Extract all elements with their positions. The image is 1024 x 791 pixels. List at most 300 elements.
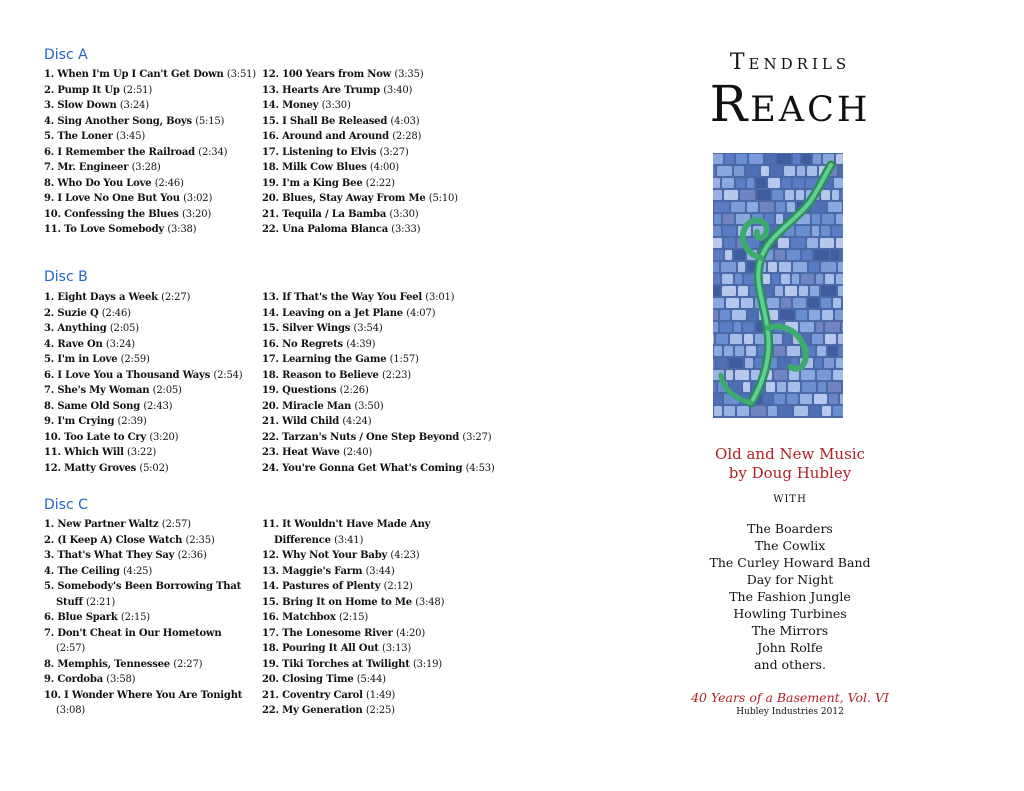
track-number: 19. xyxy=(262,385,279,396)
track-duration: (2:23) xyxy=(381,369,411,381)
track-duration: (3:50) xyxy=(354,400,384,412)
track-number: 18. xyxy=(262,643,279,654)
track-item xyxy=(262,83,458,99)
track-item xyxy=(44,610,242,626)
track-title: Tequila / La Bamba xyxy=(282,208,387,220)
disc-b-tracklist-right xyxy=(262,290,495,476)
track-item xyxy=(44,290,242,306)
track-title: To Love Somebody xyxy=(64,224,165,235)
track-title: When I'm Up I Can't Get Down xyxy=(57,69,224,80)
track-duration: (5:02) xyxy=(139,462,169,474)
track-duration: (3:40) xyxy=(383,84,413,96)
track-number: 16. xyxy=(262,612,279,623)
track-number: 9. xyxy=(44,416,55,427)
series-title: 40 Years of a Basement, Vol. VI xyxy=(691,690,889,705)
track-number: 22. xyxy=(262,431,279,443)
track-title: Same Old Song xyxy=(57,400,141,412)
track-title: Bring It on Home to Me xyxy=(282,596,412,608)
track-title: Silver Wings xyxy=(282,323,351,334)
track-duration: (2:15) xyxy=(338,612,369,623)
track-duration: (3:27) xyxy=(379,146,409,158)
track-item xyxy=(44,414,242,430)
track-number: 23. xyxy=(262,447,279,458)
track-item xyxy=(44,306,242,322)
track-duration: (2:27) xyxy=(161,292,191,303)
track-number: 1. xyxy=(44,519,55,530)
track-number: 6. xyxy=(44,369,55,381)
track-number: 8. xyxy=(44,177,55,189)
track-duration: (2:25) xyxy=(365,705,395,716)
track-duration: (3:38) xyxy=(167,224,197,235)
track-item xyxy=(44,368,242,384)
track-item xyxy=(262,352,495,368)
track-number: 1. xyxy=(44,292,55,303)
subtitle-line-1: Old and New Music xyxy=(715,445,865,463)
track-duration: (4:20) xyxy=(395,627,426,639)
track-item xyxy=(262,657,444,673)
track-title: Money xyxy=(282,100,319,111)
track-duration: (3:01) xyxy=(425,292,455,303)
track-number: 12. xyxy=(262,550,279,561)
track-title: The Loner xyxy=(57,131,113,142)
mosaic-tendril-artwork xyxy=(713,153,843,418)
track-number: 15. xyxy=(262,323,279,334)
track-item xyxy=(262,321,495,337)
track-item xyxy=(44,160,256,176)
track-title: Maggie's Farm xyxy=(282,565,363,577)
track-title: Eight Days a Week xyxy=(57,292,158,303)
track-duration: (2:34) xyxy=(198,146,228,158)
track-title: Blue Spark xyxy=(57,612,118,623)
track-title: Rave On xyxy=(57,338,103,350)
track-item xyxy=(262,160,458,176)
track-number: 2. xyxy=(44,534,55,546)
track-title: Memphis, Tennessee xyxy=(57,658,170,670)
track-duration: (5:44) xyxy=(356,674,386,685)
track-item xyxy=(44,399,242,415)
track-number: 3. xyxy=(44,323,55,334)
disc-a-tracklist-right xyxy=(262,67,458,238)
band-list xyxy=(680,520,900,673)
track-number: 12. xyxy=(44,462,61,474)
track-item xyxy=(262,595,444,611)
track-duration: (3:33) xyxy=(391,224,421,235)
track-duration: (4:23) xyxy=(390,550,420,561)
track-number: 16. xyxy=(262,131,279,142)
track-duration: (2:21) xyxy=(86,596,116,608)
album-title-big: Reach xyxy=(709,75,871,133)
track-duration: (5:15) xyxy=(195,115,225,127)
track-number: 19. xyxy=(262,177,279,189)
track-title: That's What They Say xyxy=(57,550,175,561)
track-item xyxy=(44,657,242,673)
track-item xyxy=(262,129,458,145)
track-item xyxy=(44,672,242,688)
track-item xyxy=(44,517,242,533)
track-title: I Wonder Where You Are Tonight xyxy=(64,689,243,701)
track-title: Milk Cow Blues xyxy=(282,162,367,173)
track-title: Sing Another Song, Boys xyxy=(57,115,192,127)
track-number: 9. xyxy=(44,674,55,685)
track-number: 3. xyxy=(44,100,55,111)
track-item xyxy=(44,548,242,564)
track-duration: (3:28) xyxy=(131,162,161,173)
track-duration: (2:15) xyxy=(120,612,150,623)
track-number: 15. xyxy=(262,596,279,608)
disc-b-tracklist-left xyxy=(44,290,242,476)
track-number: 6. xyxy=(44,612,55,623)
track-item xyxy=(44,207,256,223)
track-title: Miracle Man xyxy=(282,400,352,412)
track-title: It Wouldn't Have Made Any xyxy=(282,519,431,530)
track-number: 8. xyxy=(44,658,55,670)
track-title-continued: Stuff xyxy=(56,596,83,608)
track-title: Suzie Q xyxy=(57,307,99,319)
track-title: If That's the Way You Feel xyxy=(282,292,422,303)
track-item xyxy=(262,290,495,306)
track-title: I'm in Love xyxy=(57,354,118,365)
track-number: 17. xyxy=(262,354,279,365)
track-duration: (5:10) xyxy=(428,193,458,204)
track-item xyxy=(262,626,444,642)
track-number: 15. xyxy=(262,115,279,127)
track-item xyxy=(262,610,444,626)
track-number: 10. xyxy=(44,208,61,220)
track-number: 5. xyxy=(44,354,55,365)
track-item xyxy=(262,672,444,688)
disc-c-tracklist-left xyxy=(44,517,242,719)
track-number: 11. xyxy=(44,447,61,458)
track-duration: (3:54) xyxy=(353,323,383,334)
track-title: Blues, Stay Away From Me xyxy=(282,193,426,204)
track-title: Wild Child xyxy=(282,416,340,427)
track-item xyxy=(262,445,495,461)
track-duration: (3:08) xyxy=(56,705,86,716)
track-title: Confessing the Blues xyxy=(64,208,179,220)
track-duration: (2:05) xyxy=(152,385,182,396)
track-title: No Regrets xyxy=(282,338,343,350)
track-duration: (2:27) xyxy=(173,658,203,670)
band-name: The Cowlix xyxy=(754,538,826,553)
track-duration: (2:36) xyxy=(177,550,207,561)
album-title-small: Tendrils xyxy=(729,50,851,75)
track-title: Pouring It All Out xyxy=(282,643,379,654)
track-number: 14. xyxy=(262,581,279,592)
band-name: The Mirrors xyxy=(751,623,829,638)
track-number: 11. xyxy=(44,224,61,235)
track-number: 1. xyxy=(44,69,55,80)
track-number: 20. xyxy=(262,400,279,412)
track-item xyxy=(262,414,495,430)
track-item xyxy=(262,114,458,130)
track-title: Tiki Torches at Twilight xyxy=(282,658,410,670)
track-title: I Love You a Thousand Ways xyxy=(57,369,211,381)
track-duration: (3:24) xyxy=(105,338,135,350)
track-title: Who Do You Love xyxy=(57,177,152,189)
track-item xyxy=(44,626,242,657)
track-duration: (2:57) xyxy=(56,643,86,654)
track-item xyxy=(262,430,495,446)
track-title: Heat Wave xyxy=(282,447,340,458)
track-title: I Shall Be Released xyxy=(282,115,388,127)
track-item xyxy=(44,688,242,719)
track-item xyxy=(44,114,256,130)
track-title: Tarzan's Nuts / One Step Beyond xyxy=(282,431,460,443)
track-number: 6. xyxy=(44,146,55,158)
track-duration: (2:05) xyxy=(109,323,139,334)
track-duration: (2:51) xyxy=(122,84,153,96)
with-label: with xyxy=(773,490,807,506)
publisher-credit: Hubley Industries 2012 xyxy=(736,707,844,717)
track-title: Matchbox xyxy=(282,612,336,623)
track-title: Too Late to Cry xyxy=(64,431,147,443)
track-duration: (3:30) xyxy=(321,100,351,111)
track-title: Coventry Carol xyxy=(282,689,363,701)
track-number: 11. xyxy=(262,519,279,530)
track-title: Cordoba xyxy=(57,674,103,685)
track-item xyxy=(44,321,242,337)
band-name: The Fashion Jungle xyxy=(729,589,851,604)
track-item xyxy=(44,564,242,580)
track-title: I Love No One But You xyxy=(57,193,180,204)
track-item xyxy=(262,461,495,477)
track-item xyxy=(44,176,256,192)
track-number: 17. xyxy=(262,146,279,158)
track-item xyxy=(262,368,495,384)
track-title: The Ceiling xyxy=(57,565,120,577)
album-subtitle xyxy=(680,445,900,483)
track-number: 13. xyxy=(262,84,279,96)
track-item xyxy=(44,430,242,446)
track-item xyxy=(44,67,256,83)
track-title: Matty Groves xyxy=(64,462,137,474)
track-item xyxy=(44,83,256,99)
track-item xyxy=(44,445,242,461)
track-duration: (2:39) xyxy=(117,416,147,427)
track-number: 18. xyxy=(262,162,279,173)
track-item xyxy=(44,145,256,161)
track-item xyxy=(262,337,495,353)
track-number: 14. xyxy=(262,100,279,111)
track-title: Slow Down xyxy=(57,100,117,111)
track-number: 16. xyxy=(262,338,279,350)
disc-b-heading: Disc B xyxy=(44,269,88,285)
track-title: Somebody's Been Borrowing That xyxy=(57,581,242,592)
track-title: Pump It Up xyxy=(57,84,120,96)
track-number: 17. xyxy=(262,627,279,639)
track-title: My Generation xyxy=(282,705,363,716)
track-title-continued: Difference xyxy=(274,534,331,546)
track-duration: (3:51) xyxy=(226,69,256,80)
track-title: I'm Crying xyxy=(57,416,115,427)
track-number: 4. xyxy=(44,115,55,127)
track-number: 7. xyxy=(44,385,55,396)
track-duration: (2:40) xyxy=(343,447,373,458)
track-title: You're Gonna Get What's Coming xyxy=(282,462,463,474)
track-duration: (3:58) xyxy=(106,674,136,685)
track-item xyxy=(262,688,444,704)
track-duration: (4:24) xyxy=(342,416,372,427)
track-duration: (2:59) xyxy=(120,354,150,365)
track-duration: (3:30) xyxy=(389,208,419,220)
track-number: 4. xyxy=(44,338,55,350)
track-title: Questions xyxy=(282,385,337,396)
track-title: She's My Woman xyxy=(57,385,150,396)
band-name: Day for Night xyxy=(746,572,834,587)
track-item xyxy=(262,548,444,564)
track-duration: (4:00) xyxy=(369,162,399,173)
track-item xyxy=(44,222,256,238)
band-name: The Boarders xyxy=(747,521,833,536)
track-item xyxy=(262,306,495,322)
track-number: 24. xyxy=(262,462,279,474)
track-duration: (3:19) xyxy=(412,658,442,670)
track-item xyxy=(262,191,458,207)
track-title: Learning the Game xyxy=(282,354,387,365)
track-duration: (2:54) xyxy=(213,369,243,381)
track-item xyxy=(262,383,495,399)
track-number: 3. xyxy=(44,550,55,561)
track-item xyxy=(262,579,444,595)
track-item xyxy=(262,176,458,192)
track-duration: (3:44) xyxy=(365,565,395,577)
track-number: 21. xyxy=(262,208,279,220)
track-number: 12. xyxy=(262,69,279,80)
track-item xyxy=(44,533,242,549)
track-duration: (4:39) xyxy=(346,338,376,350)
track-item xyxy=(262,222,458,238)
band-name: Howling Turbines xyxy=(733,606,847,621)
track-duration: (3:20) xyxy=(182,208,212,220)
track-item xyxy=(44,461,242,477)
track-number: 5. xyxy=(44,131,55,142)
disc-c-tracklist-right xyxy=(262,517,444,719)
track-item xyxy=(262,399,495,415)
track-number: 13. xyxy=(262,565,279,577)
track-item xyxy=(262,145,458,161)
track-number: 2. xyxy=(44,307,55,319)
track-duration: (2:26) xyxy=(339,385,369,396)
track-title: Hearts Are Trump xyxy=(282,84,380,96)
track-title: Closing Time xyxy=(282,674,354,685)
track-item xyxy=(262,98,458,114)
track-number: 20. xyxy=(262,674,279,685)
track-number: 21. xyxy=(262,416,279,427)
track-duration: (4:53) xyxy=(465,462,495,474)
track-duration: (3:35) xyxy=(394,69,424,80)
track-item xyxy=(262,517,444,548)
track-duration: (2:12) xyxy=(383,581,413,592)
track-duration: (3:22) xyxy=(127,447,157,458)
track-duration: (2:57) xyxy=(161,519,191,530)
track-duration: (3:13) xyxy=(382,643,412,654)
track-number: 4. xyxy=(44,565,55,577)
track-title: 100 Years from Now xyxy=(282,69,392,80)
track-title: Pastures of Plenty xyxy=(282,581,381,592)
track-item xyxy=(44,352,242,368)
band-name: John Rolfe xyxy=(757,640,823,655)
track-number: 13. xyxy=(262,292,279,303)
track-item xyxy=(262,564,444,580)
track-number: 7. xyxy=(44,162,55,173)
track-number: 10. xyxy=(44,431,61,443)
track-title: Anything xyxy=(57,323,107,334)
track-title: Mr. Engineer xyxy=(57,162,129,173)
track-item xyxy=(262,67,458,83)
track-duration: (3:20) xyxy=(149,431,179,443)
track-item xyxy=(44,129,256,145)
track-number: 10. xyxy=(44,689,61,701)
track-title: Una Paloma Blanca xyxy=(282,224,388,235)
track-number: 19. xyxy=(262,658,279,670)
track-title: Leaving on a Jet Plane xyxy=(282,307,403,319)
track-duration: (2:28) xyxy=(392,131,422,142)
track-title: I'm a King Bee xyxy=(282,177,363,189)
mosaic-tendril-image xyxy=(713,153,843,418)
track-duration: (1:57) xyxy=(389,354,419,365)
track-item xyxy=(262,641,444,657)
track-duration: (1:49) xyxy=(366,689,396,701)
track-duration: (2:46) xyxy=(154,177,184,189)
track-number: 22. xyxy=(262,224,279,235)
track-title: Which Will xyxy=(64,447,124,458)
track-number: 14. xyxy=(262,307,279,319)
band-name: and others. xyxy=(754,657,826,672)
track-duration: (4:07) xyxy=(406,307,436,319)
track-duration: (3:27) xyxy=(462,431,492,443)
track-duration: (2:46) xyxy=(101,307,131,319)
track-number: 18. xyxy=(262,369,279,381)
track-title: I Remember the Railroad xyxy=(57,146,195,158)
track-number: 21. xyxy=(262,689,279,701)
track-duration: (4:03) xyxy=(390,115,420,127)
track-duration: (3:02) xyxy=(183,193,213,204)
band-name: The Curley Howard Band xyxy=(709,555,871,570)
track-number: 22. xyxy=(262,705,279,716)
disc-a-heading: Disc A xyxy=(44,47,88,63)
track-title: Around and Around xyxy=(282,131,389,142)
track-title: The Lonesome River xyxy=(282,627,393,639)
track-duration: (3:24) xyxy=(119,100,149,111)
track-title: Reason to Believe xyxy=(282,369,379,381)
subtitle-line-2: by Doug Hubley xyxy=(728,464,852,482)
track-title: (I Keep A) Close Watch xyxy=(57,534,183,546)
track-number: 20. xyxy=(262,193,279,204)
track-number: 8. xyxy=(44,400,55,412)
track-duration: (2:43) xyxy=(143,400,173,412)
track-duration: (4:25) xyxy=(122,565,153,577)
track-duration: (2:22) xyxy=(365,177,395,189)
track-title: Why Not Your Baby xyxy=(282,550,388,561)
track-item xyxy=(44,98,256,114)
track-title: New Partner Waltz xyxy=(57,519,159,530)
track-title: Don't Cheat in Our Hometown xyxy=(57,627,222,639)
track-number: 9. xyxy=(44,193,55,204)
track-number: 2. xyxy=(44,84,55,96)
track-duration: (2:35) xyxy=(185,534,215,546)
track-number: 7. xyxy=(44,627,55,639)
track-item xyxy=(44,383,242,399)
track-item xyxy=(262,207,458,223)
track-item xyxy=(262,703,444,719)
track-title: Listening to Elvis xyxy=(282,146,377,158)
disc-a-tracklist-left xyxy=(44,67,256,238)
track-duration: (3:48) xyxy=(415,596,445,608)
track-item xyxy=(44,337,242,353)
track-item xyxy=(44,579,242,610)
track-duration: (3:45) xyxy=(116,131,146,142)
disc-c-heading: Disc C xyxy=(44,497,88,513)
